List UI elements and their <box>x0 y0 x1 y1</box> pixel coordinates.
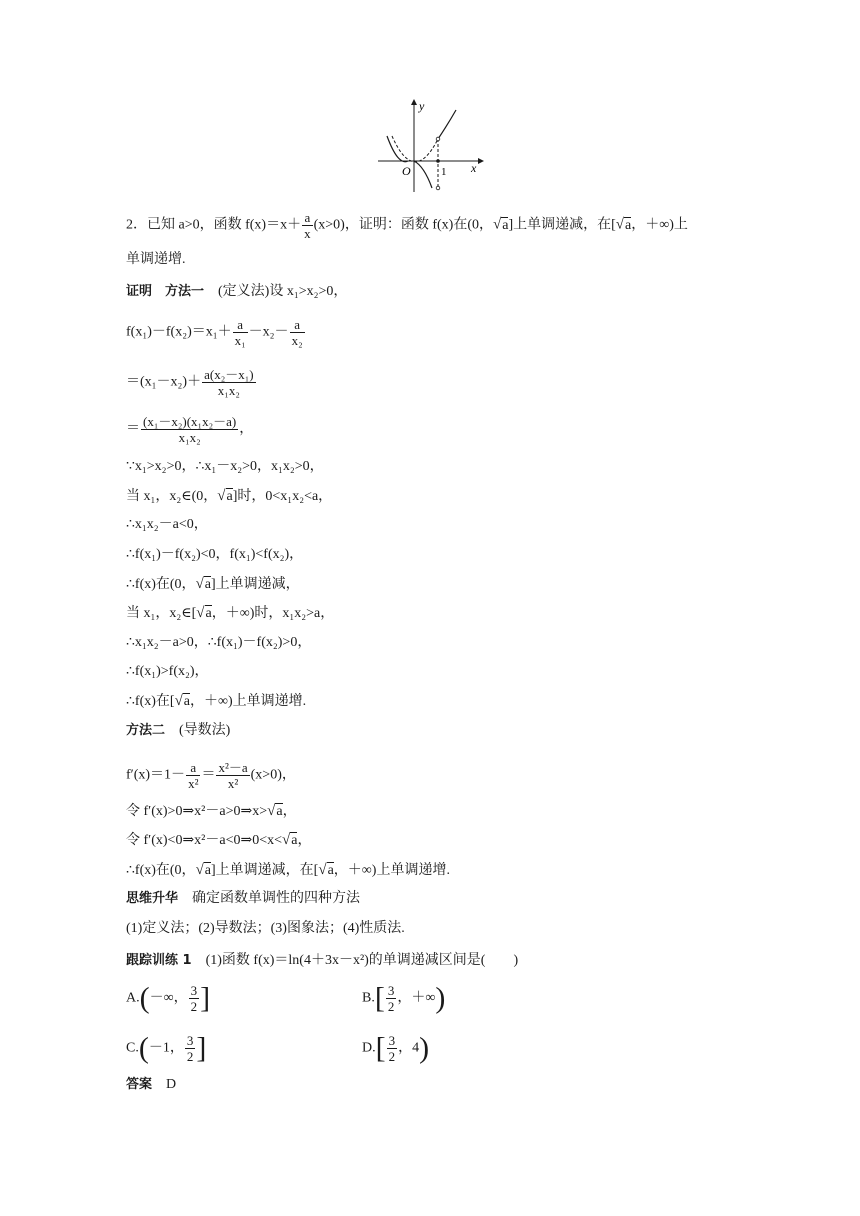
sqrt-a: a <box>204 863 212 878</box>
line9-a: 当 x₁，x₂∈[ <box>126 606 197 621</box>
option-text-b: ，4 <box>398 1040 420 1056</box>
d2-b: ， <box>282 804 297 819</box>
numerator: a <box>290 317 305 333</box>
line12-a: ∴f(x)在[ <box>126 694 175 709</box>
summary-line <box>126 890 360 908</box>
solid-point-axis <box>436 159 440 163</box>
option-label: B. <box>362 990 375 1006</box>
d2-a: 令 f′(x)>0⇒x²－a>0⇒x> <box>126 804 268 819</box>
option-fraction <box>185 1033 196 1064</box>
statement-d: ，＋∞)上 <box>631 217 688 233</box>
option-left-bracket: ( <box>139 981 150 1015</box>
answer-label: 答案 <box>126 1077 153 1092</box>
option-fraction <box>189 983 200 1014</box>
equation-2 <box>126 367 257 398</box>
exercise-line <box>126 952 518 970</box>
problem-statement-line2: 单调递增. <box>126 252 186 267</box>
option-label: D. <box>362 1040 376 1056</box>
d1-eq: ＝ <box>201 767 216 783</box>
numerator: 3 <box>190 983 198 998</box>
proof-line-4: ∵x₁>x₂>0，∴x₁－x₂>0，x₁x₂>0， <box>126 459 324 474</box>
sqrt-icon: √ <box>196 605 205 621</box>
denominator: 2 <box>190 999 198 1014</box>
line12-b: ，＋∞)上单调递增. <box>190 694 307 709</box>
summary-title: 确定函数单调性的四种方法 <box>192 891 361 906</box>
numerator: a <box>186 760 200 776</box>
eq3-left: ＝ <box>126 421 140 437</box>
sqrt-icon: √ <box>318 862 327 878</box>
eq1-fraction-1 <box>233 317 248 348</box>
d4-a: ∴f(x)在(0， <box>126 863 196 878</box>
option-fraction <box>386 983 397 1014</box>
sqrt-a: a <box>226 489 233 504</box>
sqrt-icon: √ <box>217 488 226 504</box>
open-point-top <box>436 137 440 141</box>
line9-b: ，＋∞)时，x₁x₂>a， <box>211 606 335 621</box>
tick-label-1: 1 <box>441 166 447 178</box>
eq1-fraction-2 <box>290 317 305 348</box>
solid-curve-drop <box>414 161 432 188</box>
sqrt-icon: √ <box>195 862 204 878</box>
y-axis-arrow <box>411 99 417 105</box>
sqrt-a: a <box>204 577 212 592</box>
equation-3 <box>126 414 253 445</box>
sqrt-icon: √ <box>174 693 183 709</box>
origin-label: O <box>402 164 411 178</box>
proof-line-8 <box>126 575 300 594</box>
sqrt-a: a <box>625 217 632 233</box>
numerator: 3 <box>186 1033 194 1048</box>
option-text-a: －1， <box>148 1040 184 1056</box>
denominator: 2 <box>387 999 395 1014</box>
problem-number: 2． <box>126 217 147 233</box>
option-right-bracket: ] <box>200 981 211 1015</box>
option-text-a: －∞， <box>149 990 188 1006</box>
exercise-question: (1)函数 f(x)＝ln(4＋3x－x²)的单调递减区间是( ) <box>205 953 519 968</box>
problem-statement <box>126 210 688 241</box>
line8-a: ∴f(x)在(0， <box>126 577 196 592</box>
method2-line <box>126 722 230 740</box>
answer-line <box>126 1076 176 1094</box>
proof-line-12 <box>126 692 306 711</box>
y-axis-label: y <box>419 99 425 113</box>
derivative-line-1 <box>126 760 296 791</box>
option-label: C. <box>126 1040 139 1056</box>
option-a[interactable] <box>126 983 210 1014</box>
equation-1 <box>126 317 306 348</box>
numerator: a <box>233 317 248 333</box>
numerator: 3 <box>387 983 395 998</box>
option-fraction <box>387 1033 398 1064</box>
sqrt-icon: √ <box>195 576 204 592</box>
function-graph-figure <box>372 96 488 194</box>
d1-fraction-2 <box>216 760 249 791</box>
sqrt-a: a <box>276 804 283 819</box>
option-c[interactable] <box>126 1033 206 1064</box>
option-right-bracket: ] <box>196 1031 207 1065</box>
denominator: x² <box>227 776 239 791</box>
derivative-line-4 <box>126 861 450 880</box>
open-point-bottom <box>436 186 440 190</box>
d1-tail: (x>0)， <box>250 767 296 783</box>
eq1-mid: －x₂－ <box>248 324 289 340</box>
option-left-bracket: ( <box>138 1031 149 1065</box>
eq3-fraction <box>141 414 238 445</box>
denominator: x₁x₂ <box>178 430 201 445</box>
option-right-bracket: ) <box>435 981 446 1015</box>
method1-note: (定义法)设 x₁>x₂>0， <box>218 284 348 299</box>
method2-heading: 方法二 <box>126 723 166 738</box>
line5-a: 当 x₁，x₂∈(0， <box>126 489 218 504</box>
proof-line-5 <box>126 487 332 506</box>
option-right-bracket: ) <box>419 1031 430 1065</box>
eq2-fraction <box>202 367 256 398</box>
proof-line-7: ∴f(x₁)－f(x₂)<0，f(x₁)<f(x₂)， <box>126 547 304 562</box>
derivative-line-3 <box>126 831 311 850</box>
option-text-b: ，＋∞ <box>397 990 436 1006</box>
sqrt-a: a <box>327 863 334 878</box>
sqrt-icon: √ <box>615 216 624 233</box>
proof-line-11: ∴f(x₁)>f(x₂)， <box>126 664 209 679</box>
statement-c: ]上单调递减，在[ <box>508 217 616 233</box>
line8-b: ]上单调递减， <box>211 577 300 592</box>
eq1-left: f(x₁)－f(x₂)＝x₁＋ <box>126 324 232 340</box>
statement-a: 已知 a>0，函数 f(x)＝x＋ <box>147 217 302 233</box>
eq3-tail: ， <box>239 421 254 437</box>
x-axis-arrow <box>478 158 484 164</box>
line5-b: ]时，0<x₁x₂<a， <box>232 489 333 504</box>
d1-left: f′(x)＝1－ <box>126 767 186 783</box>
x-axis-label: x <box>471 161 477 175</box>
sqrt-icon: √ <box>492 216 502 233</box>
sqrt-a: a <box>183 694 191 709</box>
option-label: A. <box>126 990 140 1006</box>
method1-heading: 证明 方法一 <box>126 284 205 299</box>
d4-c: ，＋∞)上单调递增. <box>333 863 450 878</box>
option-b[interactable] <box>362 983 445 1014</box>
sqrt-icon: √ <box>267 803 276 819</box>
numerator: 3 <box>388 1033 396 1048</box>
denominator: 2 <box>388 1049 396 1064</box>
proof-line-9 <box>126 604 334 623</box>
d3-a: 令 f′(x)<0⇒x²－a<0⇒0<x< <box>126 833 283 848</box>
statement-b: (x>0)，证明：函数 f(x)在(0， <box>313 217 493 233</box>
option-left-bracket: [ <box>375 1031 386 1065</box>
proof-line-10: ∴x₁x₂－a>0，∴f(x₁)－f(x₂)>0， <box>126 635 312 650</box>
denominator: x² <box>188 776 199 791</box>
denominator: x₂ <box>291 333 303 348</box>
denominator: x₁ <box>234 333 246 348</box>
answer-value: D <box>166 1077 177 1092</box>
eq2-left: ＝(x₁－x₂)＋ <box>126 374 202 390</box>
solid-curve-right <box>438 110 456 139</box>
option-d[interactable] <box>362 1033 429 1064</box>
sqrt-icon: √ <box>282 832 291 848</box>
d4-b: ]上单调递减，在[ <box>211 863 319 878</box>
d1-fraction-1 <box>186 760 200 791</box>
solid-curve-left <box>387 136 408 162</box>
summary-heading: 思维升华 <box>126 891 179 906</box>
numerator: a <box>302 210 313 226</box>
numerator: x²－a <box>218 760 248 775</box>
numerator: (x₁－x₂)(x₁x₂－a) <box>143 414 237 429</box>
option-left-bracket: [ <box>374 981 385 1015</box>
method1-line <box>126 283 347 301</box>
exercise-heading: 跟踪训练 1 <box>126 953 192 968</box>
d3-b: ， <box>297 833 312 848</box>
numerator: a(x₂－x₁) <box>204 367 254 382</box>
fraction <box>302 210 313 241</box>
method2-note: (导数法) <box>179 723 231 738</box>
derivative-line-2 <box>126 802 297 821</box>
denominator: x₁x₂ <box>217 383 240 398</box>
proof-line-6: ∴x₁x₂－a<0， <box>126 517 208 532</box>
sqrt-a: a <box>502 217 509 233</box>
denominator: x <box>304 226 311 241</box>
denominator: 2 <box>186 1049 194 1064</box>
sqrt-a: a <box>291 833 298 848</box>
summary-methods: (1)定义法；(2)导数法；(3)图象法；(4)性质法. <box>126 921 405 936</box>
sqrt-a: a <box>205 606 212 621</box>
